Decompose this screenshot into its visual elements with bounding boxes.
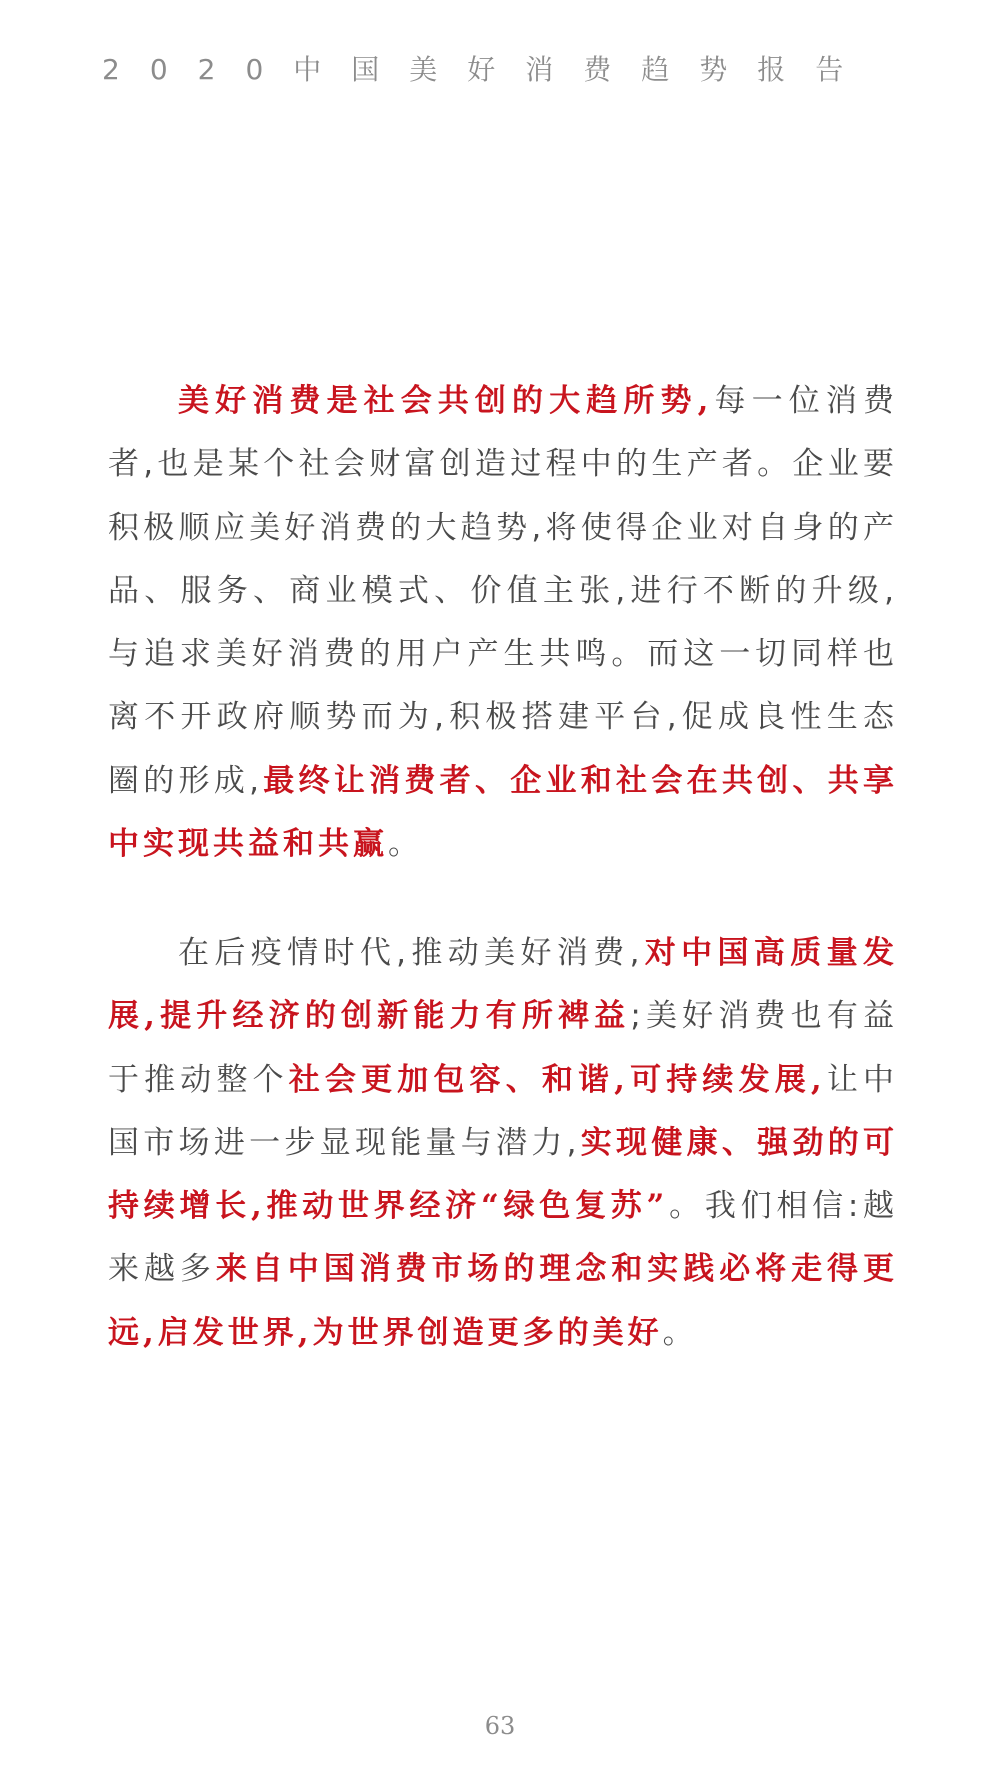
body-text: 。我们相信:越来越多 (108, 1188, 899, 1288)
emphasis-text: 实现健康、强劲的可持续增长,推动世界经济“绿色复苏” (108, 1124, 898, 1225)
emphasis-text: 社会更加包容、和谐,可持续发展, (288, 1061, 826, 1098)
emphasis-text: 来自中国消费市场的理念和实践必将走得更远,启发世界,为世界创造更多的美好 (108, 1251, 899, 1351)
report-header-title: 2020中国美好消费趋势报告 (102, 53, 874, 86)
emphasis-text: 美好消费是社会共创的大趋所势, (178, 383, 713, 419)
body-text: 在后疫情时代,推动美好消费, (178, 935, 644, 971)
body-text: ;美好消费也有益于推动整个 (108, 998, 898, 1098)
body-text: 每一位消费者,也是某个社会财富创造过程中的生产者。企业要积极顺应美好消费的大趋势,将使得企业对自身的产品、服务、商业模式、价值主张,进行不断的升级,与追求美好消费的用户产生共鸣。而这一切同样也离不开政府顺势而为,积极搭建平台,促成良性生态圈的形成, (108, 383, 899, 799)
paragraph-2 (108, 922, 898, 1365)
emphasis-text: 最终让消费者、企业和社会在共创、共享中实现共益和共赢 (108, 762, 899, 863)
body-text: 。 (662, 1314, 698, 1351)
page-number: 63 (484, 1712, 516, 1740)
emphasis-text: 对中国高质量发展,提升经济的创新能力有所裨益 (108, 935, 899, 1035)
body-text: 。 (388, 826, 423, 863)
paragraph-1 (108, 370, 898, 876)
body-text: 让中国市场进一步显现能量与潜力, (108, 1061, 898, 1161)
